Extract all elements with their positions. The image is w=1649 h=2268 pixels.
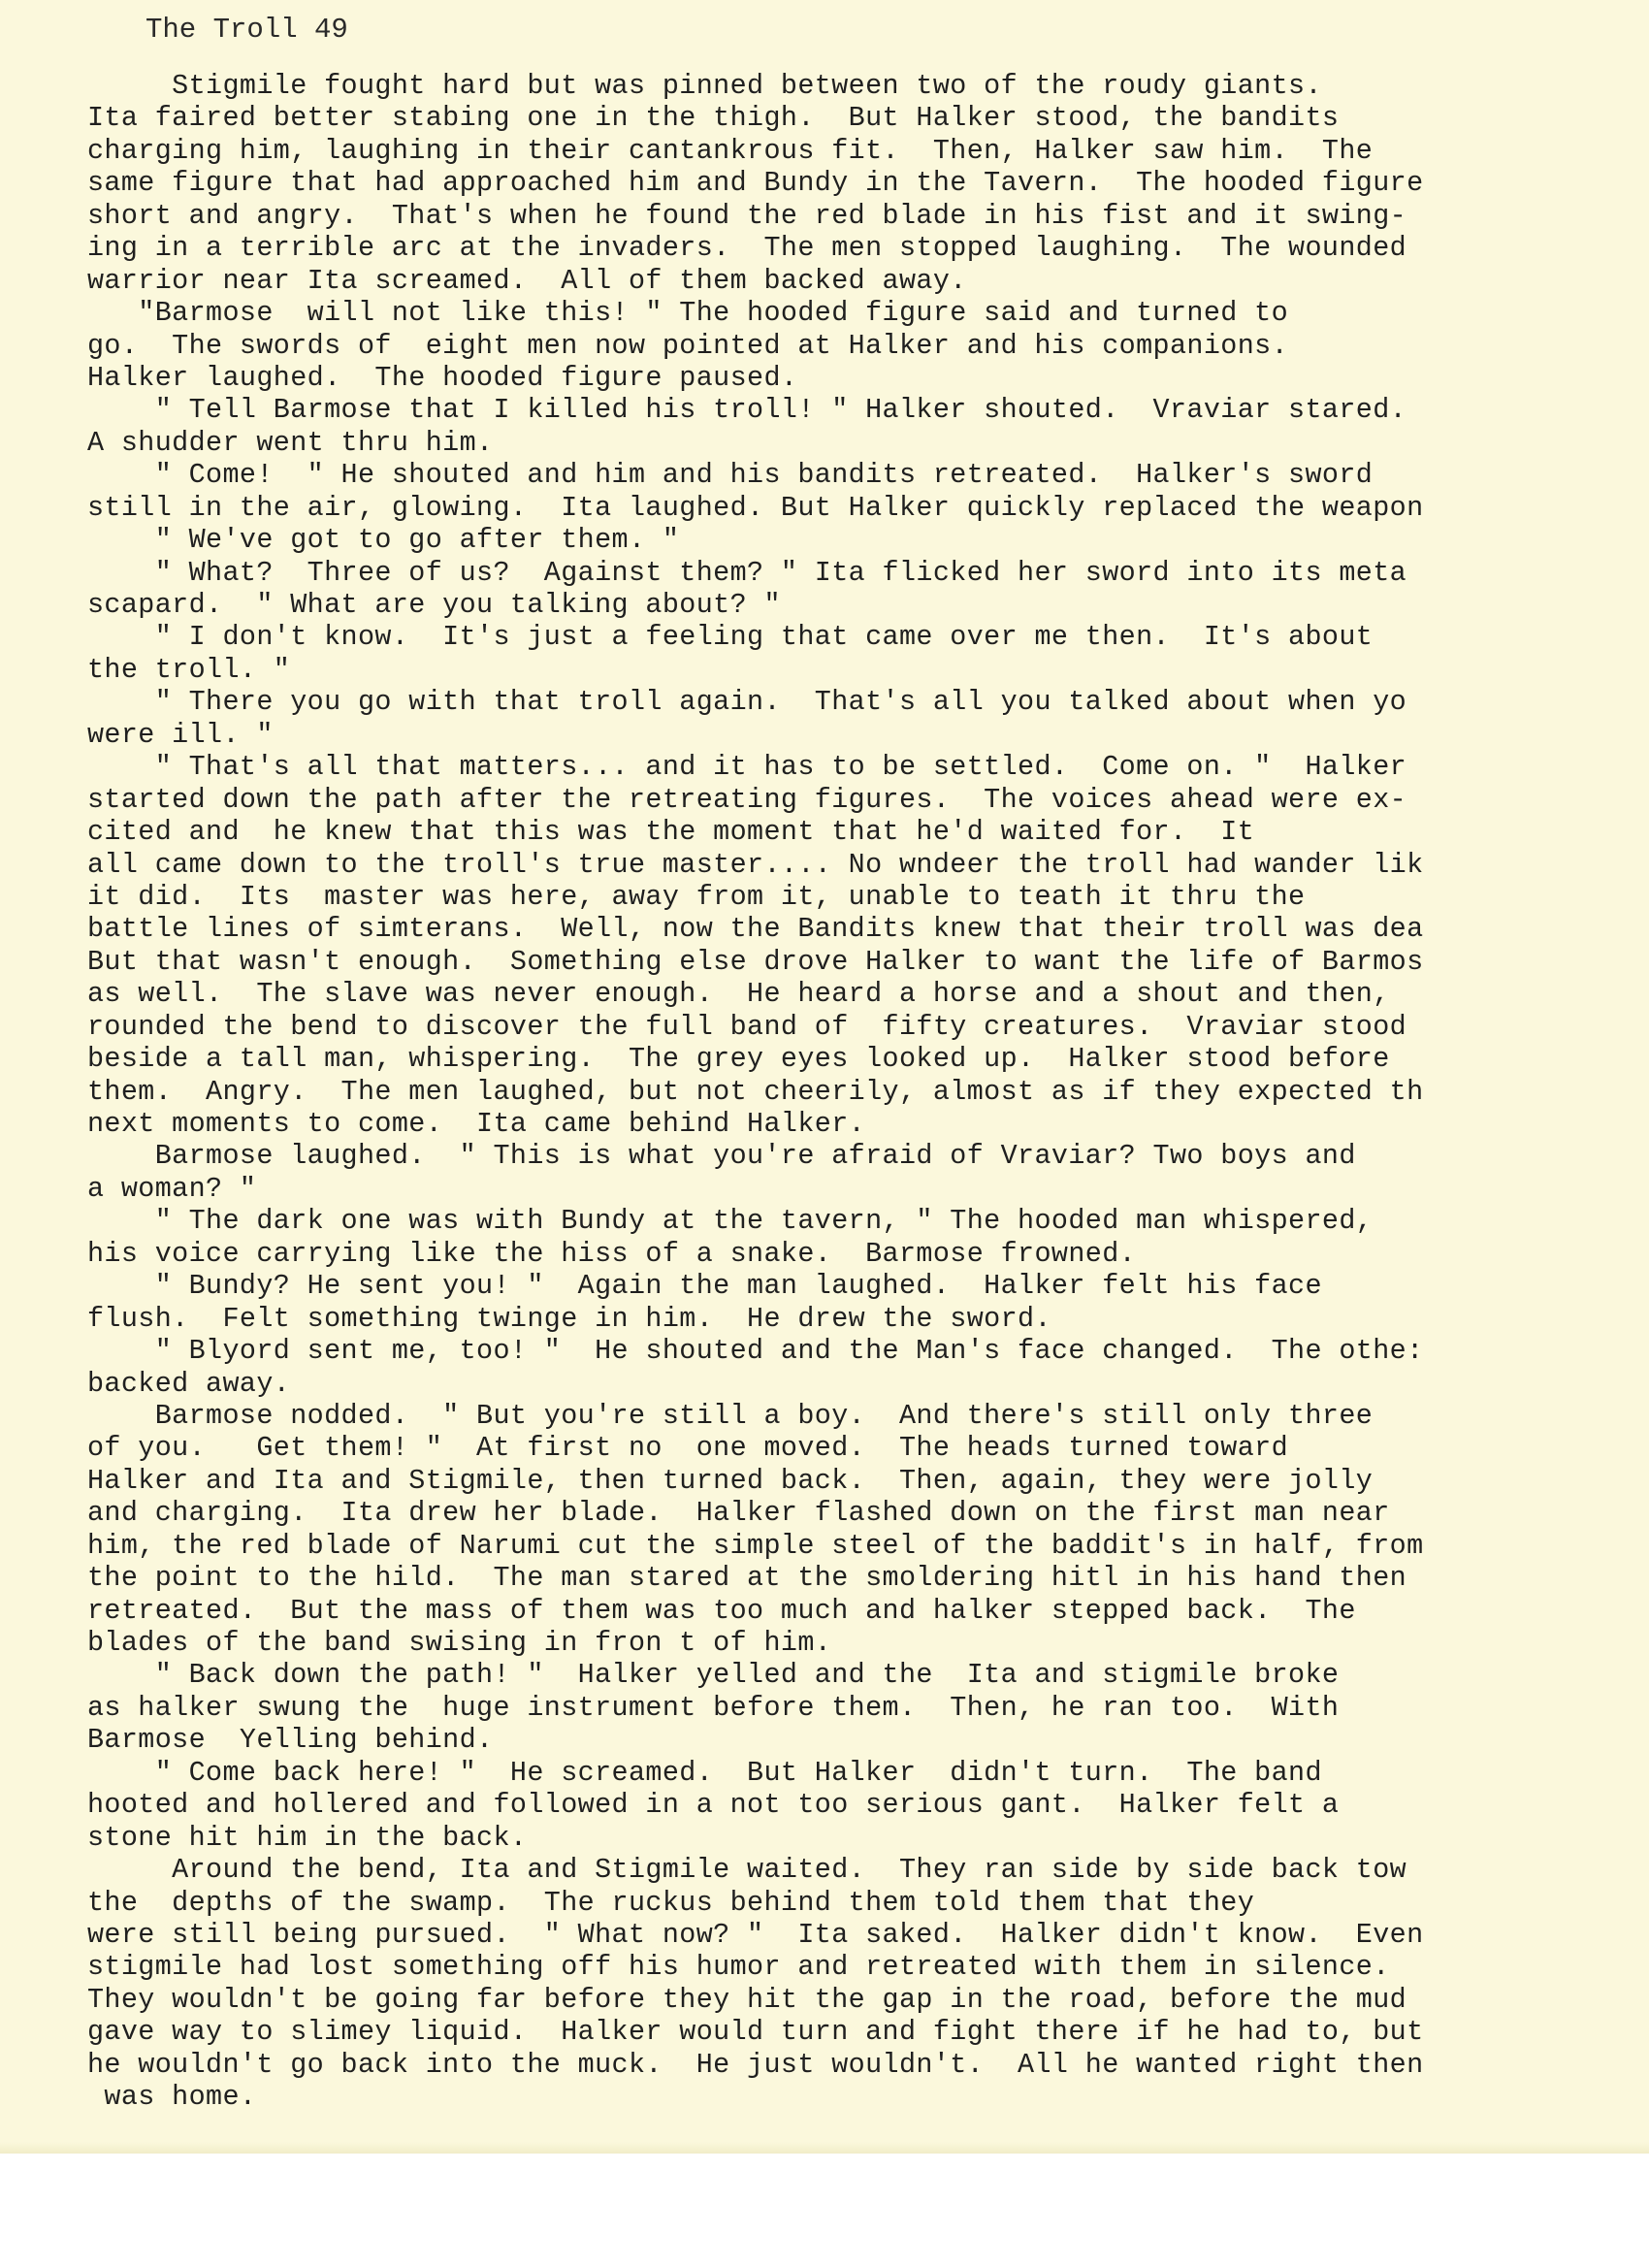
text-line: A shudder went thru him. — [87, 426, 494, 459]
text-line: as well. The slave was never enough. He heard a horse and a shout and then, — [87, 978, 1390, 1011]
text-line: hooted and hollered and followed in a not too serious gant. Halker felt a — [87, 1789, 1340, 1822]
text-line: " The dark one was with Bundy at the tavern, " The hooded man whispered, — [87, 1205, 1374, 1238]
text-line: a woman? " — [87, 1172, 257, 1205]
text-line: " Come back here! " He screamed. But Halker didn't turn. The band — [87, 1756, 1322, 1789]
text-line: the point to the hild. The man stared at the smoldering hitl in his hand then — [87, 1562, 1407, 1595]
text-line: " That's all that matters... and it has to be settled. Come on. " Halker — [87, 751, 1407, 784]
text-line: stigmile had lost something off his humor and retreated with them in silence. — [87, 1951, 1390, 1984]
text-line: " Tell Barmose that I killed his troll! " Halker shouted. Vraviar stared. — [87, 394, 1407, 427]
text-line: stone hit him in the back. — [87, 1821, 528, 1854]
text-line: blades of the band swising in fron t of him. — [87, 1627, 832, 1659]
text-line: " There you go with that troll again. That's all you talked about when yo — [87, 686, 1407, 719]
text-line: next moments to come. Ita came behind Halker. — [87, 1108, 866, 1140]
text-line: Barmose nodded. " But you're still a boy. And there's still only three — [87, 1399, 1374, 1432]
page-header: The Troll 49 — [146, 14, 348, 46]
text-line: But that wasn't enough. Something else drove Halker to want the life of Barmos — [87, 945, 1424, 978]
text-line: short and angry. That's when he found the red blade in his fist and it swing- — [87, 199, 1407, 232]
text-line: Around the bend, Ita and Stigmile waited. They ran side by side back tow — [87, 1854, 1407, 1887]
text-line: as halker swung the huge instrument before them. Then, he ran too. With — [87, 1691, 1340, 1724]
text-line: go. The swords of eight men now pointed at Halker and his companions. — [87, 329, 1289, 362]
text-line: " What? Three of us? Against them? " Ita flicked her sword into its meta — [87, 556, 1407, 589]
text-line: rounded the bend to discover the full band of fifty creatures. Vraviar stood — [87, 1010, 1407, 1043]
text-line: him, the red blade of Narumi cut the simple steel of the baddit's in half, from — [87, 1529, 1424, 1562]
text-line: backed away. — [87, 1367, 291, 1400]
text-line: and charging. Ita drew her blade. Halker flashed down on the first man near — [87, 1497, 1390, 1530]
text-line: " Come! " He shouted and him and his bandits retreated. Halker's sword — [87, 459, 1374, 492]
text-line: gave way to slimey liquid. Halker would turn and fight there if he had to, but — [87, 2016, 1424, 2049]
manuscript-body — [87, 70, 1649, 2114]
text-line: still in the air, glowing. Ita laughed. But Halker quickly replaced the weapon — [87, 491, 1424, 524]
text-line: cited and he knew that this was the moment that he'd waited for. It — [87, 816, 1255, 849]
text-line: warrior near Ita screamed. All of them backed away. — [87, 264, 967, 297]
text-line: Stigmile fought hard but was pinned between two of the roudy giants. — [87, 70, 1322, 102]
bottom-margin — [0, 2154, 1649, 2268]
text-line: the depths of the swamp. The ruckus behind them told them that they — [87, 1886, 1255, 1919]
text-line: Ita faired better stabing one in the thigh. But Halker stood, the bandits — [87, 102, 1340, 135]
text-line: his voice carrying like the hiss of a snake. Barmose frowned. — [87, 1237, 1137, 1270]
text-line: " I don't know. It's just a feeling that came over me then. It's about — [87, 621, 1374, 654]
text-line: " We've got to go after them. " — [87, 524, 680, 557]
text-line: " Bundy? He sent you! " Again the man laughed. Halker felt his face — [87, 1270, 1322, 1303]
text-line: They wouldn't be going far before they hit the gap in the road, before the mud — [87, 1983, 1407, 2016]
text-line: them. Angry. The men laughed, but not cheerily, almost as if they expected th — [87, 1075, 1424, 1108]
text-line: flush. Felt something twinge in him. He drew the sword. — [87, 1302, 1051, 1335]
text-line: it did. Its master was here, away from it, unable to teath it thru the — [87, 880, 1306, 913]
text-line: ing in a terrible arc at the invaders. The men stopped laughing. The wounded — [87, 232, 1407, 265]
text-line: retreated. But the mass of them was too much and halker stepped back. The — [87, 1594, 1356, 1627]
text-line: same figure that had approached him and Bundy in the Tavern. The hooded figure — [87, 167, 1424, 200]
text-line: Halker and Ita and Stigmile, then turned back. Then, again, they were jolly — [87, 1464, 1374, 1497]
text-line: of you. Get them! " At first no one moved. The heads turned toward — [87, 1432, 1289, 1465]
text-line: all came down to the troll's true master.... No wndeer the troll had wander lik — [87, 848, 1424, 881]
text-line: Barmose laughed. " This is what you're afraid of Vraviar? Two boys and — [87, 1140, 1356, 1173]
text-line: beside a tall man, whispering. The grey eyes looked up. Halker stood before — [87, 1043, 1390, 1076]
text-line: scapard. " What are you talking about? " — [87, 589, 781, 621]
text-line: he wouldn't go back into the muck. He just wouldn't. All he wanted right then — [87, 2048, 1424, 2081]
text-line: the troll. " — [87, 653, 291, 686]
text-line: Halker laughed. The hooded figure paused. — [87, 361, 798, 394]
text-line: " Blyord sent me, too! " He shouted and the Man's face changed. The othe: — [87, 1335, 1424, 1368]
text-line: were still being pursued. " What now? " Ita saked. Halker didn't know. Even — [87, 1918, 1424, 1951]
text-line: started down the path after the retreating figures. The voices ahead were ex- — [87, 783, 1407, 816]
text-line: were ill. " — [87, 718, 274, 751]
text-line: " Back down the path! " Halker yelled and the Ita and stigmile broke — [87, 1659, 1340, 1692]
text-line: was home. — [87, 2081, 257, 2114]
text-line: battle lines of simterans. Well, now the Bandits knew that their troll was dea — [87, 913, 1424, 946]
text-line: "Barmose will not like this! " The hooded figure said and turned to — [87, 297, 1289, 330]
text-line: charging him, laughing in their cantankrous fit. Then, Halker saw him. The — [87, 134, 1374, 167]
text-line: Barmose Yelling behind. — [87, 1724, 494, 1757]
